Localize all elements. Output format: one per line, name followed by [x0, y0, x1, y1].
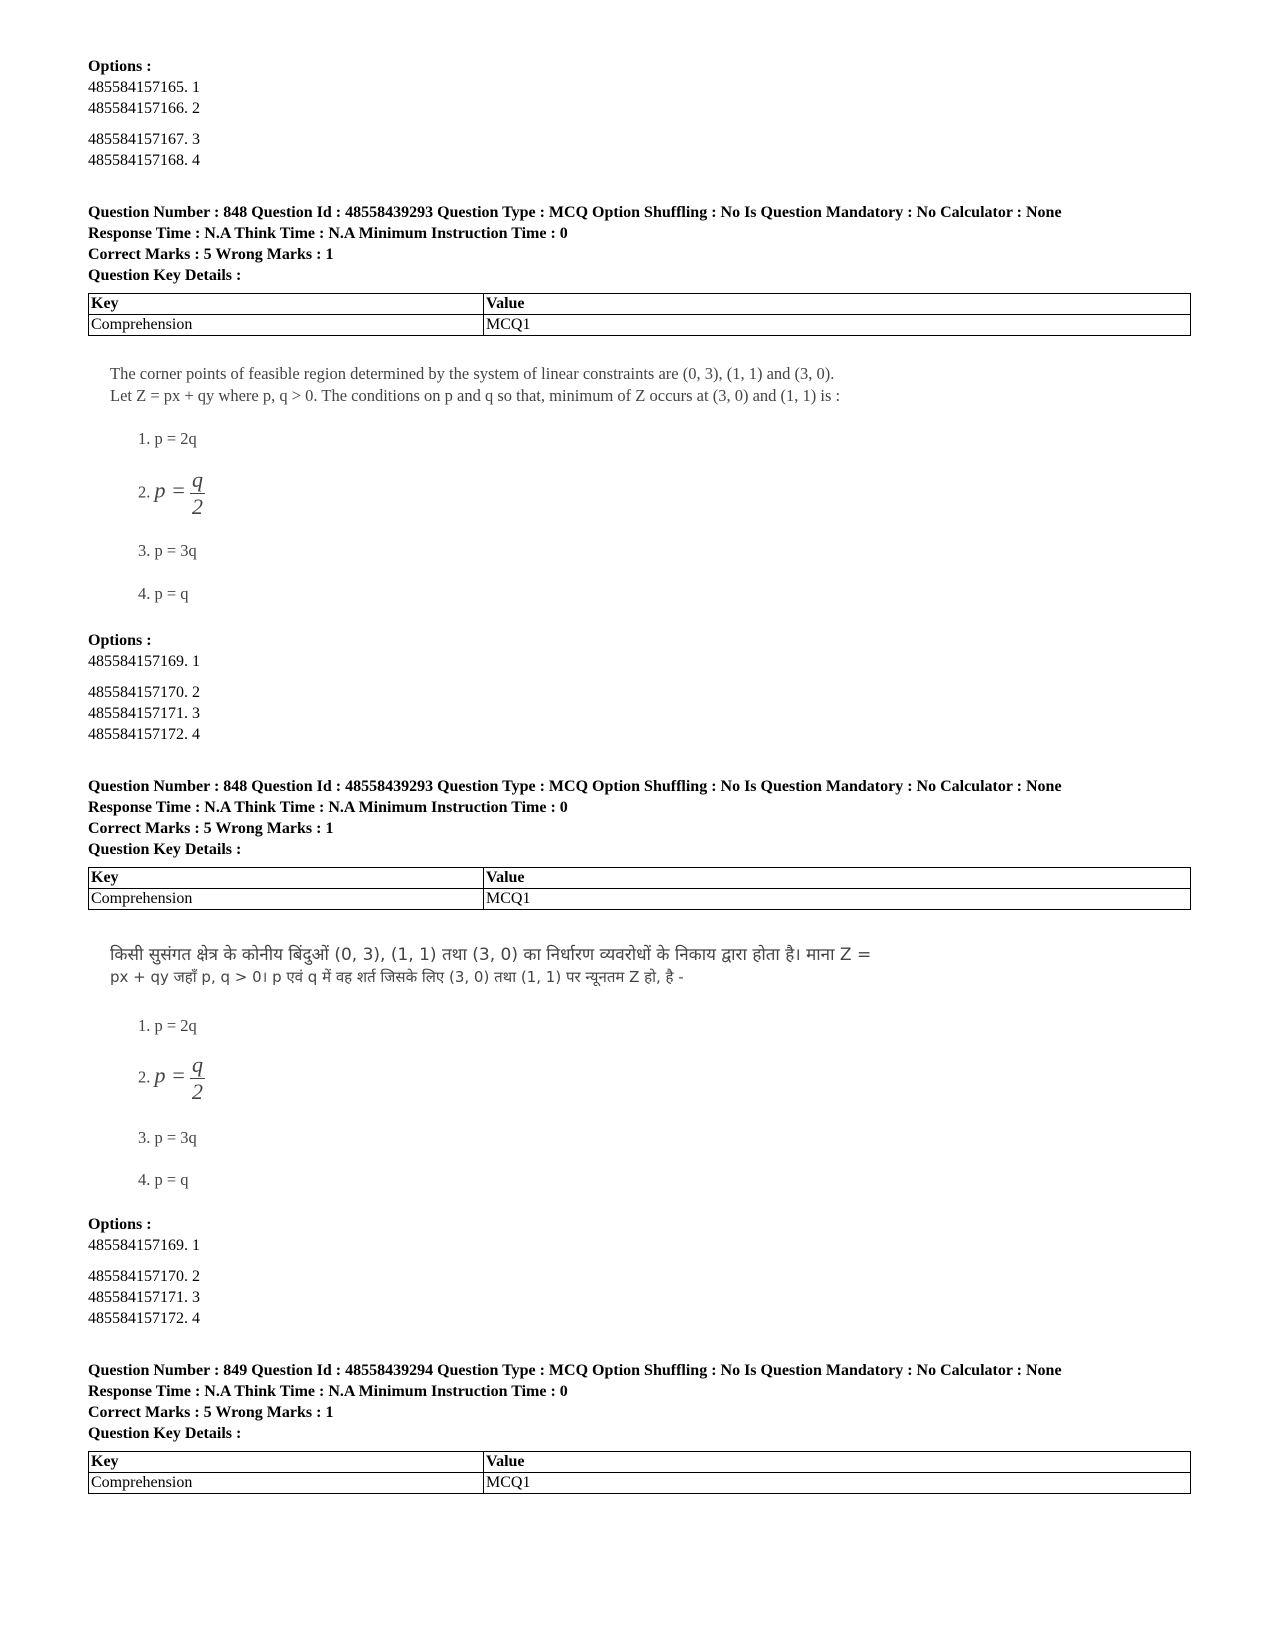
header-key: Key [89, 294, 484, 315]
question-image [110, 363, 1010, 623]
choice-3: 3. p = 3q [138, 541, 197, 560]
table-header-row [89, 294, 1191, 315]
marks-meta: Correct Marks : 5 Wrong Marks : 1 [88, 1404, 334, 1421]
option-id: 485584157170. 2 [88, 1268, 200, 1285]
choice-2-lhs: p = [154, 477, 186, 503]
option-id: 485584157167. 3 [88, 131, 200, 148]
top-options [88, 56, 200, 171]
choice-1: 1. p = 2q [138, 429, 197, 448]
timing-meta: Response Time : N.A Think Time : N.A Minimum Instruction Time : 0 [88, 799, 568, 816]
options-label: Options : [88, 632, 152, 649]
choice-2-number: 2. [138, 1067, 151, 1087]
option-id: 485584157171. 3 [88, 1289, 200, 1306]
question-stem-line: किसी सुसंगत क्षेत्र के कोनीय बिंदुओं (0, 3), (1, 1) तथा (3, 0) का निर्धारण व्यवरोधों के निकाय द्वारा होता है। माना Z = [110, 945, 872, 965]
table-header-row [89, 1452, 1191, 1473]
key-details-table [88, 1451, 1191, 1494]
key-details-table [88, 867, 1191, 910]
question-header [88, 1360, 1062, 1444]
question-header [88, 776, 1062, 860]
option-id: 485584157169. 1 [88, 653, 200, 670]
option-id: 485584157168. 4 [88, 152, 200, 169]
options-block [88, 1214, 200, 1329]
marks-meta: Correct Marks : 5 Wrong Marks : 1 [88, 820, 334, 837]
option-id: 485584157172. 4 [88, 726, 200, 743]
choice-1: 1. p = 2q [138, 1016, 197, 1035]
choice-4: 4. p = q [138, 1170, 189, 1189]
cell-value: MCQ1 [484, 315, 1191, 336]
option-id: 485584157171. 3 [88, 705, 200, 722]
table-row [89, 889, 1191, 910]
question-stem-line: The corner points of feasible region determined by the system of linear constraints are (0, 3), (1, 1) and (3, 0). [110, 364, 835, 383]
timing-meta: Response Time : N.A Think Time : N.A Minimum Instruction Time : 0 [88, 225, 568, 242]
choice-2 [138, 467, 205, 520]
cell-value: MCQ1 [484, 1473, 1191, 1494]
cell-key: Comprehension [89, 315, 484, 336]
question-meta: Question Number : 849 Question Id : 48558439294 Question Type : MCQ Option Shuffling : No Is Question Mandatory : No Calculator : None [88, 1362, 1062, 1379]
header-key: Key [89, 868, 484, 889]
key-details-label: Question Key Details : [88, 1425, 242, 1442]
table-row [89, 1473, 1191, 1494]
key-details-table [88, 293, 1191, 336]
fraction-numerator: q [191, 467, 203, 492]
table-row [89, 315, 1191, 336]
cell-key: Comprehension [89, 1473, 484, 1494]
header-key: Key [89, 1452, 484, 1473]
choice-2 [138, 1052, 205, 1105]
fraction-denominator: 2 [191, 494, 203, 519]
question-header [88, 202, 1062, 286]
choice-3: 3. p = 3q [138, 1128, 197, 1147]
option-id: 485584157166. 2 [88, 100, 200, 117]
options-label: Options : [88, 1216, 152, 1233]
question-image [110, 944, 1050, 1204]
choice-2-number: 2. [138, 482, 151, 502]
fraction [190, 1052, 205, 1105]
question-stem-line: px + qy जहाँ p, q > 0। p एवं q में वह शर्त जिसके लिए (3, 0) तथा (1, 1) पर न्यूनतम Z हो, है - [110, 968, 684, 986]
fraction-denominator: 2 [191, 1079, 203, 1104]
header-value: Value [484, 868, 1191, 889]
question-meta: Question Number : 848 Question Id : 48558439293 Question Type : MCQ Option Shuffling : No Is Question Mandatory : No Calculator : None [88, 778, 1062, 795]
header-value: Value [484, 1452, 1191, 1473]
choice-2-lhs: p = [154, 1062, 186, 1088]
option-id: 485584157170. 2 [88, 684, 200, 701]
option-id: 485584157165. 1 [88, 79, 200, 96]
marks-meta: Correct Marks : 5 Wrong Marks : 1 [88, 246, 334, 263]
fraction-numerator: q [191, 1052, 203, 1077]
option-id: 485584157172. 4 [88, 1310, 200, 1327]
options-label: Options : [88, 58, 152, 75]
cell-key: Comprehension [89, 889, 484, 910]
header-value: Value [484, 294, 1191, 315]
fraction [190, 467, 205, 520]
question-stem-line: Let Z = px + qy where p, q > 0. The conditions on p and q so that, minimum of Z occurs at (3, 0) and (1, 1) is : [110, 386, 841, 405]
key-details-label: Question Key Details : [88, 841, 242, 858]
cell-value: MCQ1 [484, 889, 1191, 910]
question-meta: Question Number : 848 Question Id : 48558439293 Question Type : MCQ Option Shuffling : No Is Question Mandatory : No Calculator : None [88, 204, 1062, 221]
key-details-label: Question Key Details : [88, 267, 242, 284]
option-id: 485584157169. 1 [88, 1237, 200, 1254]
table-header-row [89, 868, 1191, 889]
options-block [88, 630, 200, 745]
choice-4: 4. p = q [138, 584, 189, 603]
timing-meta: Response Time : N.A Think Time : N.A Minimum Instruction Time : 0 [88, 1383, 568, 1400]
